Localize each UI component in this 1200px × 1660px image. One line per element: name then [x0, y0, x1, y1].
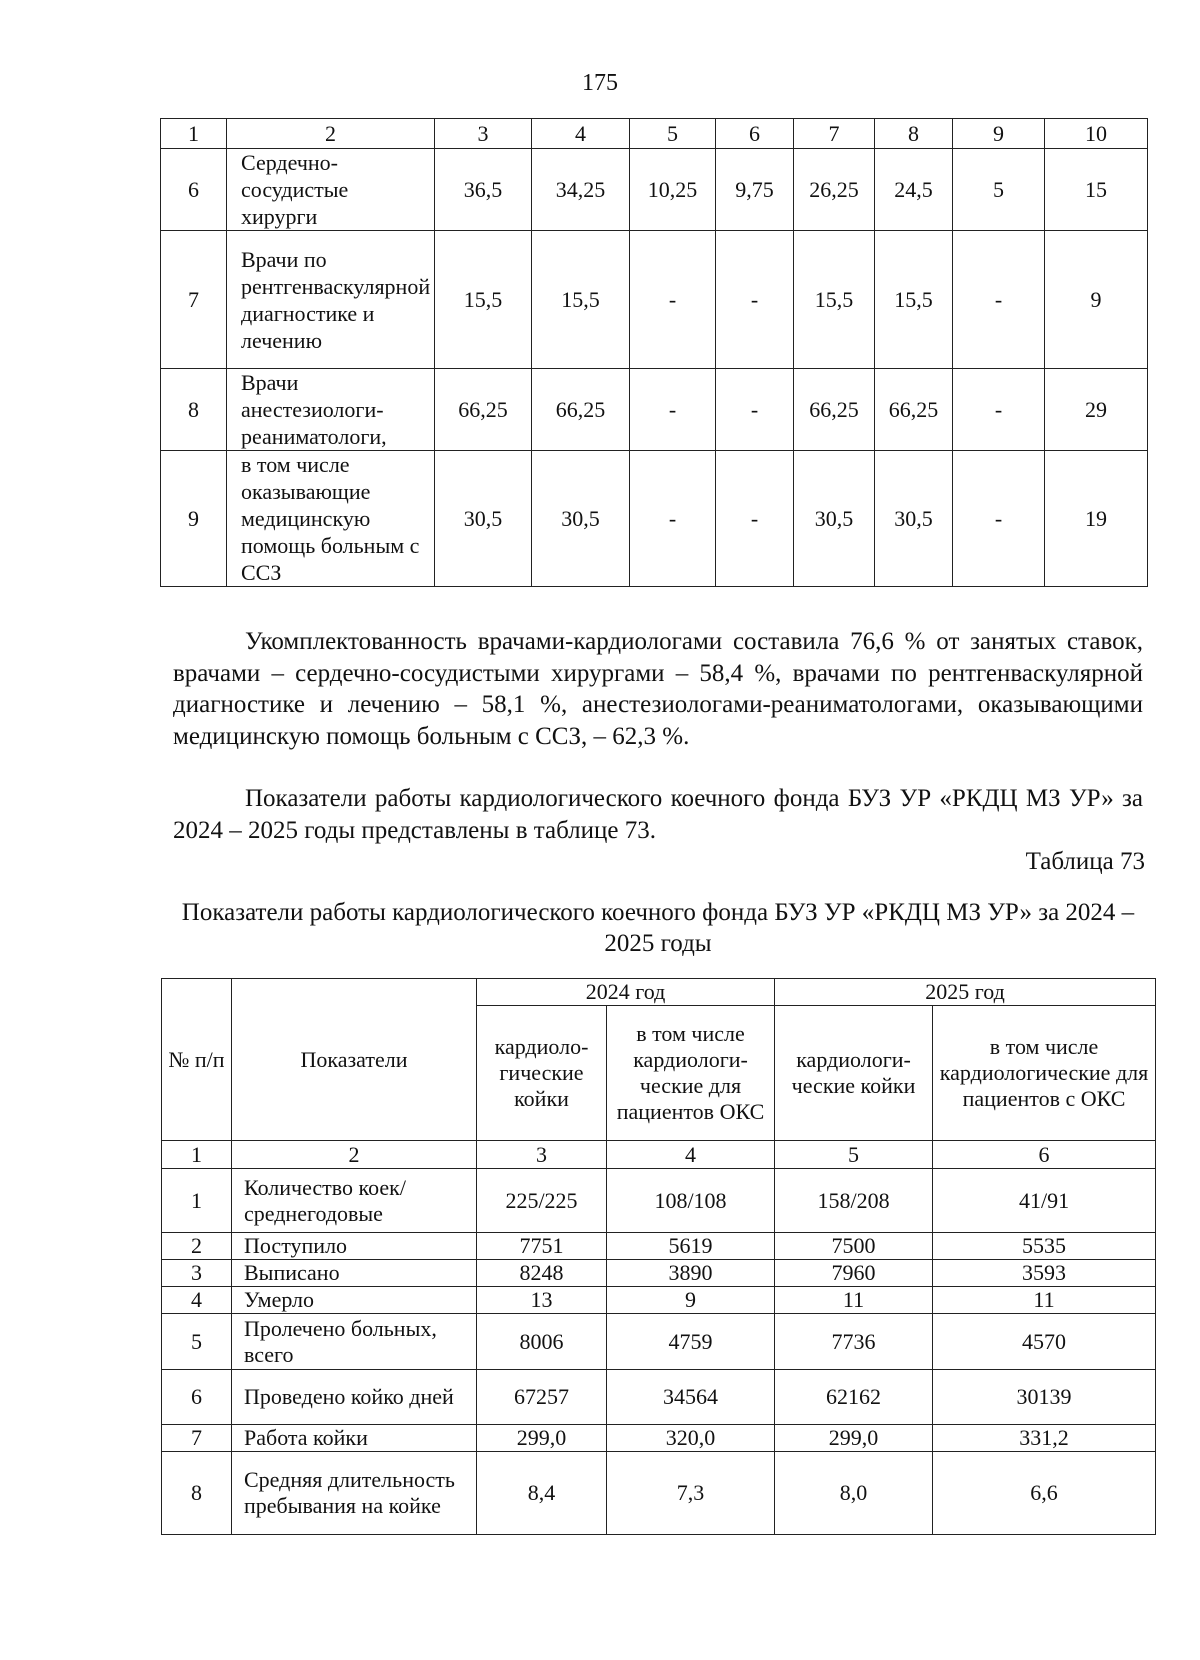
- table-cell: -: [953, 231, 1045, 369]
- row-number: 5: [162, 1314, 232, 1370]
- table-cell: 30,5: [794, 451, 875, 587]
- table-row: [162, 1452, 1156, 1535]
- table-cell: -: [716, 369, 794, 451]
- table-cell: -: [716, 451, 794, 587]
- table-cell: 320,0: [607, 1425, 775, 1452]
- table-cell: -: [953, 451, 1045, 587]
- row-number: 9: [161, 451, 227, 587]
- table-cell: 19: [1045, 451, 1148, 587]
- table-cell: 10,25: [630, 149, 716, 231]
- staffing-table: [160, 118, 1148, 587]
- row-label: Количество коек/среднегодовые: [232, 1169, 477, 1233]
- column-number: 3: [435, 119, 532, 149]
- row-number: 1: [162, 1169, 232, 1233]
- table-cell: 3593: [933, 1260, 1156, 1287]
- table-cell: 15,5: [875, 231, 953, 369]
- table-cell: 8006: [477, 1314, 607, 1370]
- table-cell: 41/91: [933, 1169, 1156, 1233]
- table-cell: 8,0: [775, 1452, 933, 1535]
- row-number: 8: [161, 369, 227, 451]
- table-cell: 8248: [477, 1260, 607, 1287]
- table-label: Таблица 73: [1025, 848, 1145, 875]
- column-number: 2: [232, 1141, 477, 1169]
- row-label: Врачи анестезиологи-реаниматологи,: [227, 369, 435, 451]
- row-label: Средняя длительность пребывания на койке: [232, 1452, 477, 1535]
- table-cell: 11: [933, 1287, 1156, 1314]
- column-number: 6: [716, 119, 794, 149]
- table-numbering-row: [162, 1141, 1156, 1169]
- row-number: 4: [162, 1287, 232, 1314]
- table-cell: 34564: [607, 1370, 775, 1425]
- table-cell: -: [716, 231, 794, 369]
- table-cell: -: [630, 369, 716, 451]
- column-number: 10: [1045, 119, 1148, 149]
- table-row: [162, 1314, 1156, 1370]
- table-cell: 62162: [775, 1370, 933, 1425]
- table-row: [162, 1425, 1156, 1452]
- row-label: Поступило: [232, 1233, 477, 1260]
- row-label: Работа койки: [232, 1425, 477, 1452]
- table-cell: 4570: [933, 1314, 1156, 1370]
- row-label: Сердечно-сосудистые хирурги: [227, 149, 435, 231]
- table-row: [162, 1370, 1156, 1425]
- table-cell: 30,5: [532, 451, 630, 587]
- table-cell: 5535: [933, 1233, 1156, 1260]
- table-row: [162, 1287, 1156, 1314]
- row-number: 7: [162, 1425, 232, 1452]
- table-cell: 13: [477, 1287, 607, 1314]
- page-number: 175: [582, 70, 618, 96]
- table-cell: -: [630, 451, 716, 587]
- table-cell: 66,25: [794, 369, 875, 451]
- year-header-2025: 2025 год: [775, 979, 1156, 1006]
- table-cell: 15: [1045, 149, 1148, 231]
- table-cell: 11: [775, 1287, 933, 1314]
- table-cell: 15,5: [794, 231, 875, 369]
- table-cell: 26,25: [794, 149, 875, 231]
- table-cell: 7500: [775, 1233, 933, 1260]
- column-header-number: № п/п: [162, 979, 232, 1141]
- table-cell: 9,75: [716, 149, 794, 231]
- table-row: [161, 369, 1148, 451]
- column-number: 1: [162, 1141, 232, 1169]
- row-number: 8: [162, 1452, 232, 1535]
- table-header-row: [161, 119, 1148, 149]
- column-header: кардиологи-ческие койки: [775, 1006, 933, 1141]
- table-row: [162, 1233, 1156, 1260]
- table-cell: 30,5: [435, 451, 532, 587]
- column-number: 7: [794, 119, 875, 149]
- column-number: 5: [775, 1141, 933, 1169]
- table-cell: 67257: [477, 1370, 607, 1425]
- table-cell: 66,25: [435, 369, 532, 451]
- table-cell: 24,5: [875, 149, 953, 231]
- table-cell: 5: [953, 149, 1045, 231]
- table-cell: 30139: [933, 1370, 1156, 1425]
- column-header: в том числе кардиологические для пациентов с ОКС: [933, 1006, 1156, 1141]
- row-number: 7: [161, 231, 227, 369]
- table-cell: 7,3: [607, 1452, 775, 1535]
- column-number: 6: [933, 1141, 1156, 1169]
- row-number: 6: [161, 149, 227, 231]
- row-label: Выписано: [232, 1260, 477, 1287]
- table-cell: 331,2: [933, 1425, 1156, 1452]
- table-cell: 7960: [775, 1260, 933, 1287]
- column-header: в том числе кардиологи-ческие для пациентов ОКС: [607, 1006, 775, 1141]
- table-cell: 7736: [775, 1314, 933, 1370]
- column-number: 4: [532, 119, 630, 149]
- intro-paragraph: Показатели работы кардиологического коечного фонда БУЗ УР «РКДЦ МЗ УР» за 2024 – 2025 годы представлены в таблице 73.: [173, 785, 1143, 844]
- table-cell: 8,4: [477, 1452, 607, 1535]
- column-number: 1: [161, 119, 227, 149]
- table-cell: 3890: [607, 1260, 775, 1287]
- row-number: 6: [162, 1370, 232, 1425]
- row-number: 2: [162, 1233, 232, 1260]
- row-label: Проведено койко дней: [232, 1370, 477, 1425]
- column-number: 5: [630, 119, 716, 149]
- table-cell: 15,5: [435, 231, 532, 369]
- table-cell: -: [953, 369, 1045, 451]
- table-row: [161, 451, 1148, 587]
- row-number: 3: [162, 1260, 232, 1287]
- table-cell: 66,25: [532, 369, 630, 451]
- table-cell: 36,5: [435, 149, 532, 231]
- column-header-indicators: Показатели: [232, 979, 477, 1141]
- table-cell: 66,25: [875, 369, 953, 451]
- table-cell: 108/108: [607, 1169, 775, 1233]
- row-label: в том числе оказывающие медицинскую помощь больным с ССЗ: [227, 451, 435, 587]
- table-cell: 9: [1045, 231, 1148, 369]
- row-label: Умерло: [232, 1287, 477, 1314]
- table-cell: 29: [1045, 369, 1148, 451]
- table-cell: 4759: [607, 1314, 775, 1370]
- table-cell: 5619: [607, 1233, 775, 1260]
- table-cell: 9: [607, 1287, 775, 1314]
- table-cell: -: [630, 231, 716, 369]
- table-cell: 6,6: [933, 1452, 1156, 1535]
- table-cell: 34,25: [532, 149, 630, 231]
- year-header-2024: 2024 год: [477, 979, 775, 1006]
- table-cell: 15,5: [532, 231, 630, 369]
- table-header-row: [162, 979, 1156, 1006]
- table-caption: Показатели работы кардиологического коечного фонда БУЗ УР «РКДЦ МЗ УР» за 2024 – 2025 годы: [181, 899, 1135, 957]
- table-row: [162, 1260, 1156, 1287]
- table-row: [161, 149, 1148, 231]
- row-label: Пролечено больных, всего: [232, 1314, 477, 1370]
- bed-fund-table: [161, 978, 1156, 1535]
- table-row: [162, 1169, 1156, 1233]
- column-number: 9: [953, 119, 1045, 149]
- row-label: Врачи по рентгенваскулярной диагностике и лечению: [227, 231, 435, 369]
- table-cell: 158/208: [775, 1169, 933, 1233]
- table-cell: 30,5: [875, 451, 953, 587]
- column-number: 3: [477, 1141, 607, 1169]
- table-cell: 225/225: [477, 1169, 607, 1233]
- column-header: кардиоло-гические койки: [477, 1006, 607, 1141]
- table-cell: 299,0: [775, 1425, 933, 1452]
- column-number: 8: [875, 119, 953, 149]
- table-cell: 7751: [477, 1233, 607, 1260]
- table-row: [161, 231, 1148, 369]
- column-number: 2: [227, 119, 435, 149]
- staffing-paragraph: Укомплектованность врачами-кардиологами составила 76,6 % от занятых ставок, врачами – сердечно-сосудистыми хирургами – 58,4 %, врачами по рентгенваскулярной диагностике и лечению – 58,1 %, анестезиологами-реаниматологами, оказывающими медицинскую помощь больным с ССЗ, – 62,3 %.: [173, 628, 1143, 750]
- column-number: 4: [607, 1141, 775, 1169]
- table-cell: 299,0: [477, 1425, 607, 1452]
